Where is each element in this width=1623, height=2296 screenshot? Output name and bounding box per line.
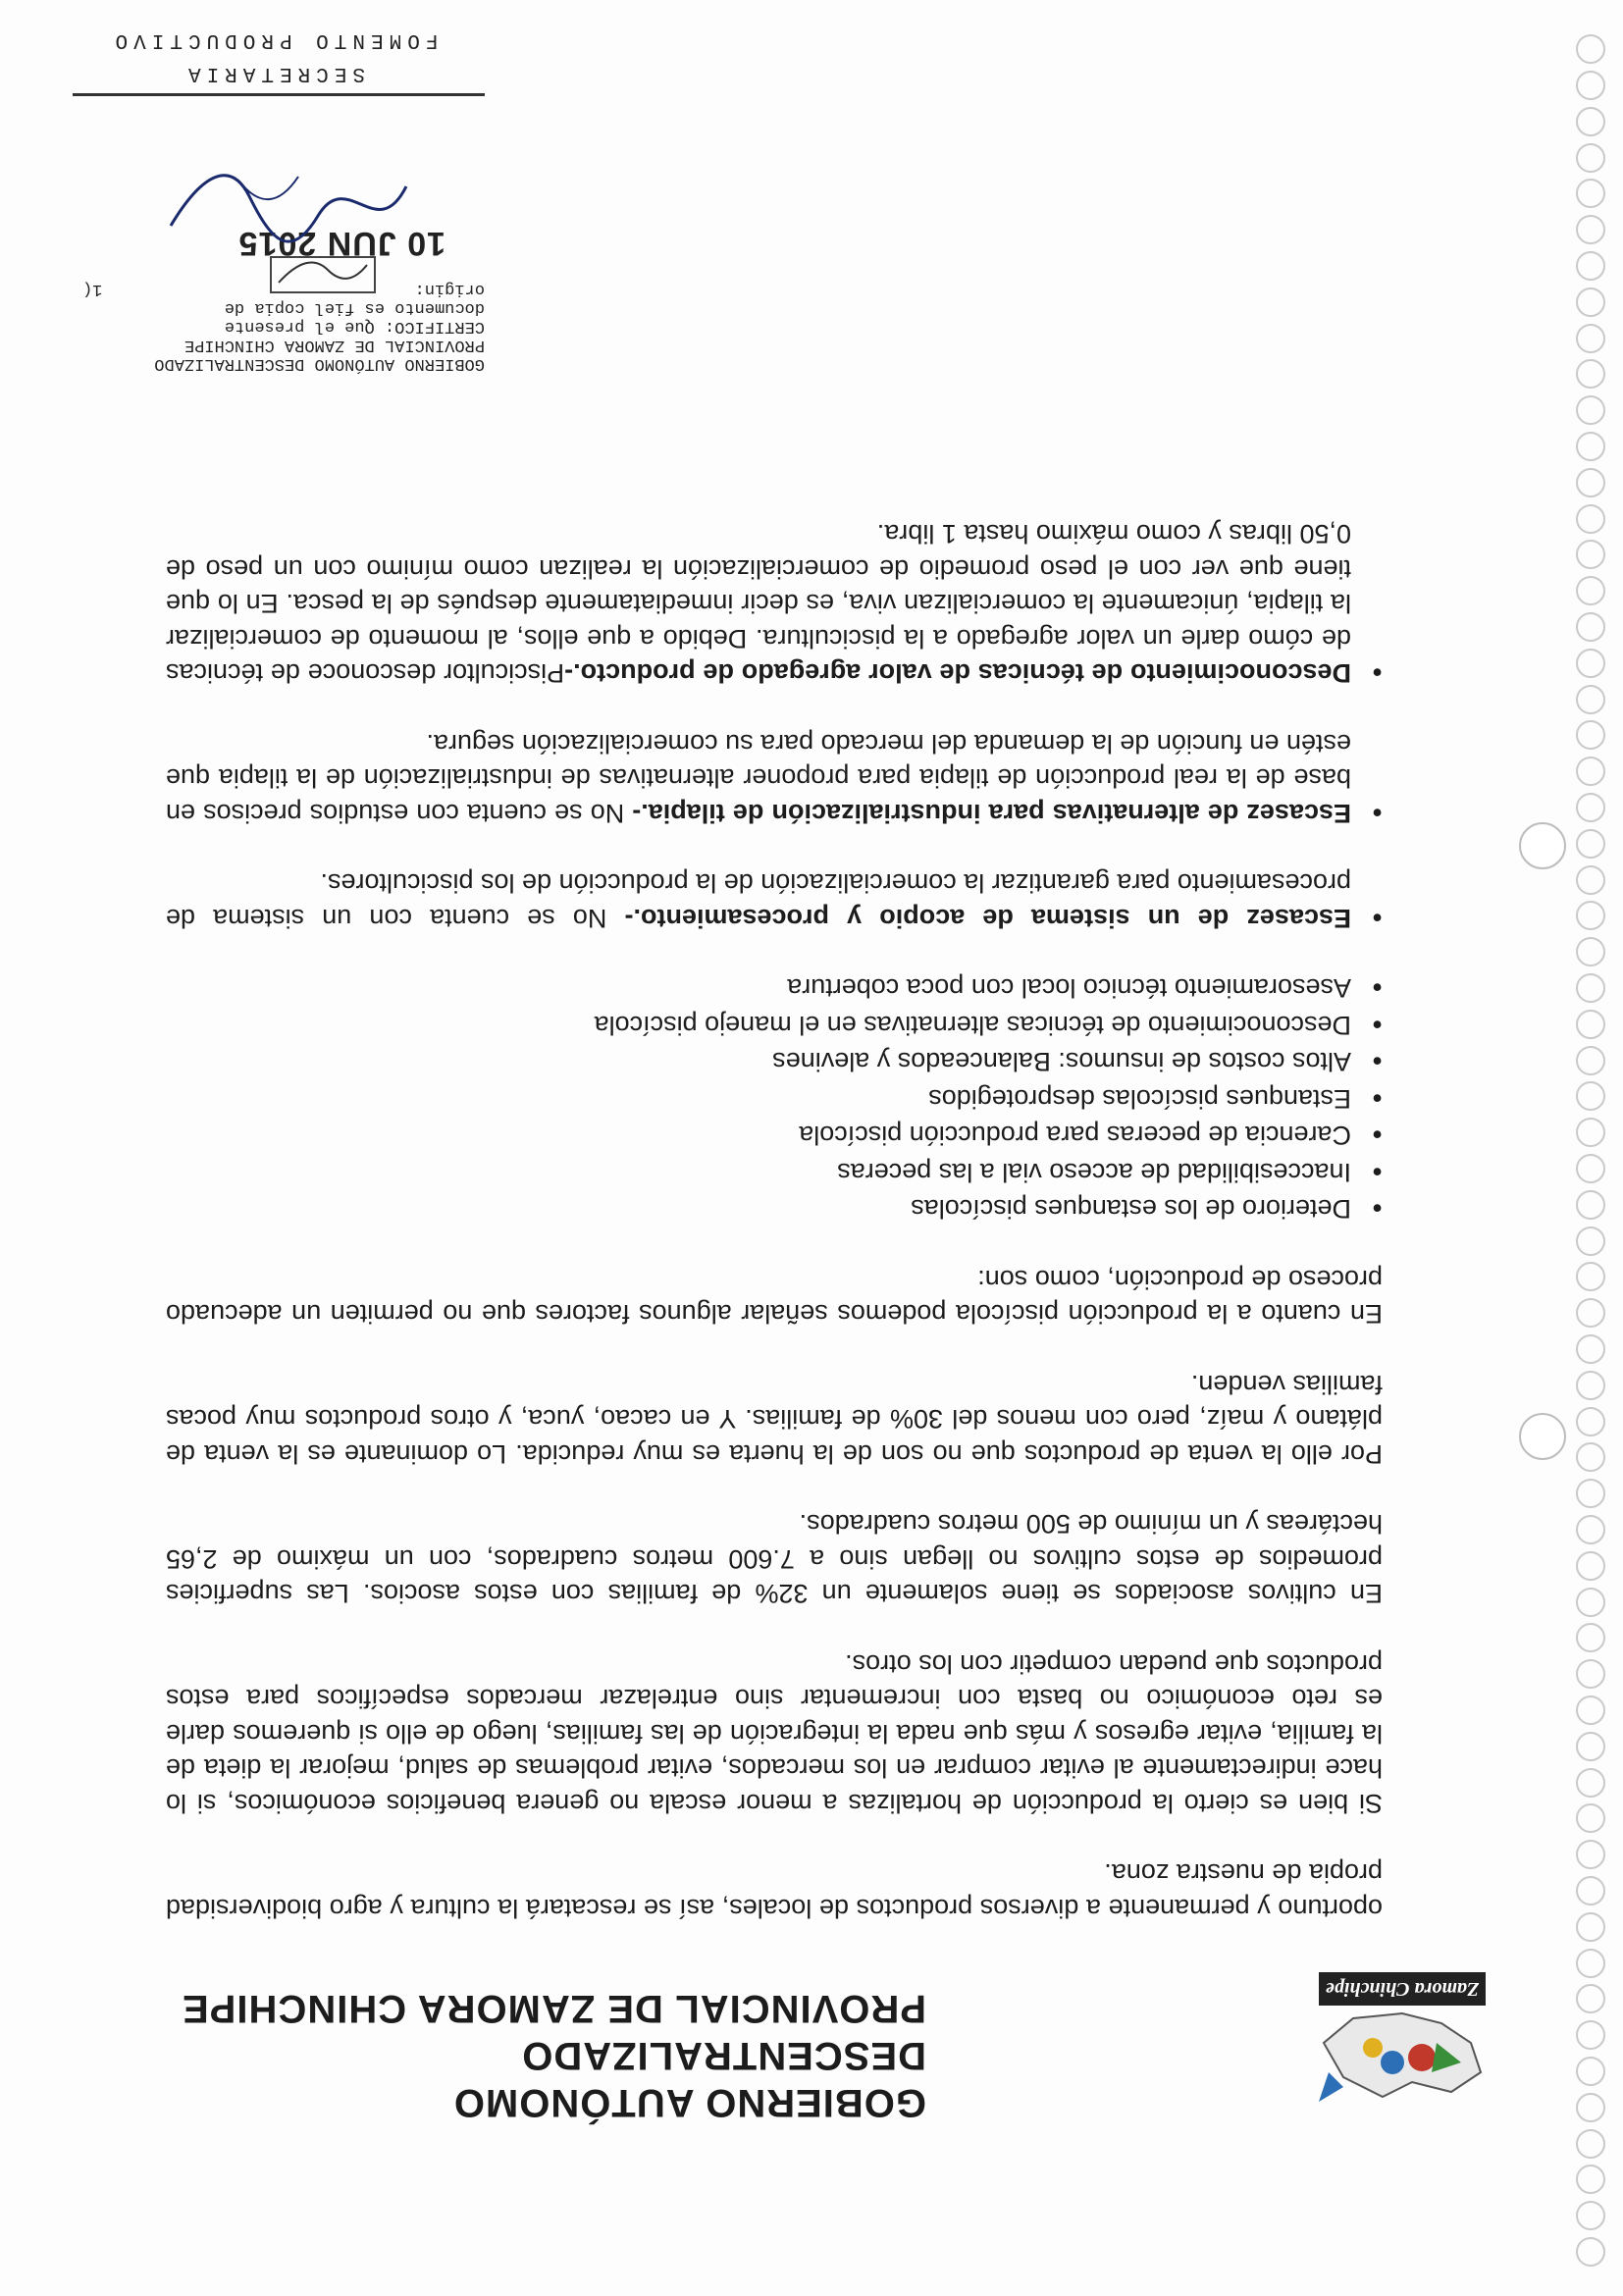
- stamp-date: 10 JUN 2015: [237, 225, 445, 262]
- list-item: ● Estanques piscícolas desprotegidos: [166, 1081, 1383, 1117]
- org-line-1: GOBIERNO AUTÓNOMO DESCENTRALIZADO: [452, 2034, 926, 2124]
- binding-hole: [1576, 1407, 1605, 1436]
- binding-hole: [1576, 2020, 1605, 2050]
- signature-icon: [161, 157, 416, 255]
- paragraph: En cuanto a la producción piscícola podemos señalar algunos factores que no permiten un adecuado proceso de producción, como son:: [166, 1265, 1383, 1330]
- binding-hole: [1576, 2165, 1605, 2194]
- binding-hole: [1576, 793, 1605, 822]
- binding-hole: [1576, 1010, 1605, 1039]
- binding-hole: [1576, 504, 1605, 534]
- cert-line: CERTIFICO: Que el presente: [224, 317, 485, 336]
- binding-hole: [1576, 901, 1605, 930]
- binding-hole: [1576, 1840, 1605, 1869]
- dept-line: SECRETARIA: [182, 62, 366, 84]
- binding-hole: [1576, 1154, 1605, 1183]
- binding-hole: [1576, 865, 1605, 895]
- list-item: ● Carencia de peceras para producción piscícola: [166, 1118, 1383, 1153]
- issue-term: Escasez de un sistema de acopio y procesamiento.-: [624, 904, 1351, 933]
- org-line-2: PROVINCIAL DE ZAMORA CHINCHIPE: [182, 1987, 926, 2030]
- binding-holes: [1564, 29, 1623, 2267]
- binding-hole: [1576, 1118, 1605, 1147]
- binding-hole: [1576, 143, 1605, 173]
- binding-hole: [1576, 1696, 1605, 1725]
- binding-hole: [1576, 2057, 1605, 2086]
- binding-hole: [1576, 287, 1605, 317]
- document-body: [166, 481, 1383, 1925]
- binding-hole: [1576, 973, 1605, 1003]
- binding-hole: [1576, 2237, 1605, 2267]
- binding-hole: [1576, 1226, 1605, 1256]
- binding-hole: [1576, 1046, 1605, 1075]
- binding-hole: [1576, 2201, 1605, 2230]
- issue-term: Escasez de alternativas para industrialización de tilapia.-: [632, 799, 1351, 828]
- binding-hole: [1576, 1515, 1605, 1544]
- list-item: [166, 516, 1383, 691]
- binding-hole: [1576, 649, 1605, 678]
- binding-hole: [1576, 395, 1605, 425]
- cert-line: PROVINCIAL DE ZAMORA CHINCHIPE: [183, 336, 485, 354]
- binding-hole: [1576, 1334, 1605, 1364]
- issue-text: Piscicultor desconoce de técnicas de cómo darle un valor agregado a la piscicultura. Debido a que ellos, al momento de comercializar la tilapia, únicamente la comercializan viva, es decir inmediatamente después de la pesca. En lo que tiene que ver con el peso promedio de comercialización la realizan como mínimo con un peso de 0,50 libras y como máximo hasta 1 libra.: [166, 519, 1351, 689]
- list-item: ● Inaccesibilidad de acceso vial a las peceras: [166, 1155, 1383, 1190]
- list-item: ● Deterioro de los estanques piscícolas: [166, 1191, 1383, 1226]
- binding-hole: [1576, 1190, 1605, 1220]
- binding-hole: [1576, 2093, 1605, 2122]
- binding-hole: [1576, 1768, 1605, 1798]
- binding-hole: [1576, 34, 1605, 64]
- binding-hole: [1576, 359, 1605, 389]
- list-item: [166, 726, 1383, 831]
- binding-hole: [1576, 937, 1605, 966]
- binding-hole: [1576, 468, 1605, 497]
- cert-line: GOBIERNO AUTÓNOMO DESCENTRALIZADO: [154, 354, 485, 373]
- binding-hole: [1576, 1081, 1605, 1111]
- paragraph: En cultivos asociados se tiene solamente un 32% de familias con estos asocios. Las superficies promedios de estos cultivos no llegan sino a 7.600 metros cuadrados, con un máximo de 2,65 hectáreas y un mínimo de 500 metros cuadrados.: [166, 1509, 1383, 1609]
- binding-hole: [1576, 179, 1605, 208]
- binding-hole: [1576, 1262, 1605, 1291]
- binding-hole: [1576, 1949, 1605, 1978]
- list-item: ● Asesoramiento técnico local con poca cobertura: [166, 970, 1383, 1006]
- binding-hole: [1576, 612, 1605, 642]
- binding-hole: [1576, 540, 1605, 569]
- binding-hole: [1576, 1551, 1605, 1581]
- binding-hole: [1576, 576, 1605, 605]
- seal-icon: [269, 255, 377, 294]
- paragraph: Por ello la venta de productos que no son de la huerta es muy reducida. Lo dominante es la venta de plátano y maíz, pero con menos del 30% de familias. Y en cacao, yuca, y otros productos muy pocas familias venden.: [166, 1370, 1383, 1469]
- paragraph: oportuno y permanente a diversos productos de locales, así se rescatará la cultura y agro biodiversidad propia de nuestra zona.: [166, 1858, 1383, 1923]
- binding-hole: [1576, 829, 1605, 859]
- punch-hole: [1519, 822, 1566, 869]
- logo-text: Zamora Chinchipe: [1325, 1978, 1480, 2000]
- binding-hole: [1576, 1588, 1605, 1617]
- binding-hole: [1576, 1732, 1605, 1761]
- issue-text: No se cuenta con estudios precisos en base de la real producción de tilapia para proponer alternativas de industrialización de la tilapia que estén en función de la demanda del mercado para su comercialización segura.: [166, 729, 1351, 828]
- binding-hole: [1576, 2129, 1605, 2159]
- binding-hole: [1576, 1442, 1605, 1472]
- binding-hole: [1576, 432, 1605, 461]
- binding-hole: [1576, 1876, 1605, 1905]
- binding-hole: [1576, 1912, 1605, 1942]
- binding-hole: [1576, 1984, 1605, 2013]
- signature-line: [73, 93, 485, 96]
- binding-hole: [1576, 1623, 1605, 1652]
- certification-stamp: [63, 26, 485, 373]
- binding-hole: [1576, 107, 1605, 136]
- binding-hole: [1576, 1803, 1605, 1833]
- list-item: ● Desconocimiento de técnicas alternativas en el manejo piscícola: [166, 1008, 1383, 1043]
- cert-origin: origin:: [414, 280, 485, 298]
- binding-hole: [1576, 251, 1605, 281]
- issue-list: [166, 516, 1383, 935]
- factor-list: [166, 970, 1383, 1226]
- binding-hole: [1576, 215, 1605, 244]
- page-mark: 1(: [82, 280, 103, 298]
- dept-line: FOMENTO PRODUCTIVO: [109, 28, 439, 51]
- punch-hole: [1519, 1413, 1566, 1460]
- binding-hole: [1576, 1479, 1605, 1508]
- provincial-logo: [1314, 1964, 1491, 2112]
- binding-hole: [1576, 1371, 1605, 1400]
- binding-hole: [1576, 1659, 1605, 1689]
- binding-hole: [1576, 685, 1605, 714]
- list-item: ● Altos costos de insumos: Balanceados y alevines: [166, 1044, 1383, 1079]
- binding-hole: [1576, 757, 1605, 786]
- binding-hole: [1576, 720, 1605, 750]
- issue-term: Desconocimiento de técnicas de valor agregado de producto.-: [564, 658, 1351, 689]
- cert-line: documento es fiel copia de: [224, 298, 485, 317]
- letterhead-title: [181, 1985, 926, 2126]
- paragraph: Si bien es cierto la producción de hortalizas a menor escala no genera beneficios económicos, si lo hace indirectamente al evitar comprar en los mercados, evitar problemas de salud, mejorar la dieta de la familia, evitar egresos y más que nada la integración de las familias, luego de ello si queremos darle es reto económico no basta con incrementar sino entrelazar mercados específicos para estos productos que puedan competir con los otros.: [166, 1649, 1383, 1818]
- list-item: [166, 865, 1383, 935]
- binding-hole: [1576, 71, 1605, 100]
- binding-hole: [1576, 324, 1605, 353]
- binding-hole: [1576, 1298, 1605, 1328]
- issue-text: No se cuenta con un sistema de procesamiento para garantizar la comercialización de la producción de los piscicultores.: [165, 868, 1351, 933]
